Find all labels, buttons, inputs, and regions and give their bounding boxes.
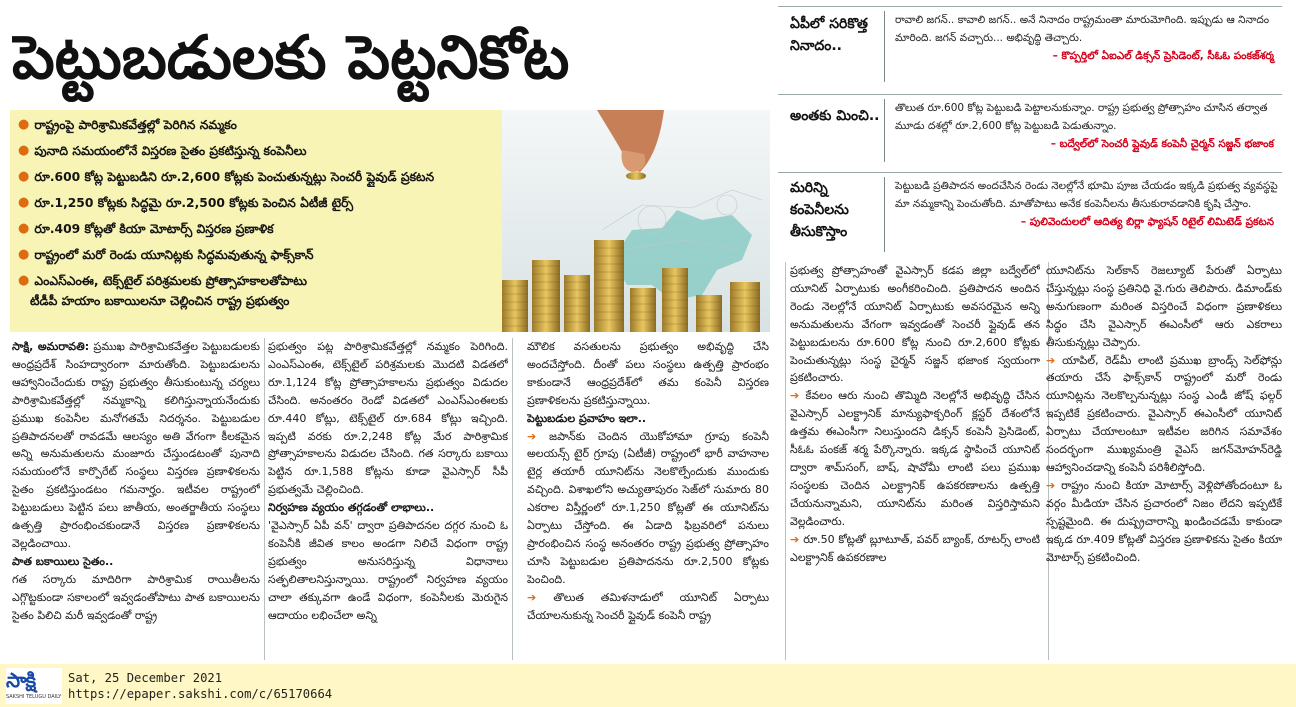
article-column-4: ప్రభుత్వ ప్రోత్సాహంతో వైఎస్సార్ కడప జిల్లా బద్వేల్‌లో యూనిట్ ఏర్పాటుకు అంగీకరించింది. ప్రతిపాదన అందిన రెండు నెలల్లోనే యూనిట్ ఏర్పాటుకు అవసరమైన అన్ని అనుమతులను వేగంగా ఇవ్వడంతో సెంచరీ ప్లైవుడ్ తన పెట్టుబడులను రూ.600 కోట్ల నుంచి రూ.2,600 కోట్లకు పెంచుతున్నట్లు సంస్థ చైర్మన్ సజ్జన్ భజాంక స్వయంగా ప్రకటించారు. ➔ కేవలం ఆరు నుంచి తొమ్మిది నెలల్లోనే అభివృద్ధి చేసిన వైఎస్సార్ ఎలక్ట్రానిక్ మాన్యుఫాక్చరింగ్ క్లస్టర్ దేశంలోనే ఉత్తమ ఈఎంసీగా నిలుస్తుందని డిక్సన్ కంపెనీ ప్రెసిడెంట్, సీఓఓ పంకజ్ శర్మ పేర్కొన్నారు. ఇక్కడ స్థాపించే యూనిట్ ద్వారా శామ్‌సంగ్, బాష్, షావోమీ లాంటి పలు ప్రముఖ సంస్థలకు చెందిన ఎలక్ట్రానిక్ ఉపకరణాలను ఉత్పత్తి చేయనున్నామని, యూనిట్‌ను మరింత విస్తరిస్తామని వెల్లడించారు. ➔ రూ.50 కోట్లతో బ్లూటూత్, పవర్ బ్యాంక్, రూటర్స్ లాంటి ఎలక్ట్రానిక్ ఉపకరణాల: [790, 264, 1040, 564]
arrow-bullet-icon: ➔: [790, 532, 804, 546]
highlight-item: ● రాష్ట్రంపై పారిశ్రామికవేత్తల్లో పెరిగిన నమ్మకం: [18, 118, 237, 132]
highlight-item: ● రూ.1,250 కోట్లకు సిద్ధమై రూ.2,500 కోట్లకు పెంచిన ఏటీజీ టైర్స్: [18, 196, 354, 210]
bullet-dot-icon: ●: [18, 274, 30, 288]
quote-body: రావాలి జగన్.. కావాలి జగన్.. అనే నినాదం రాష్ట్రమంతా మారుమోగింది. ఇప్పుడు ఆ నినాదం మారింది. జగన్ వచ్చారు... అభివృద్ధి తెచ్చారు. – కొప్పర్తిలో ఏఐఎల్ డిక్సన్ ప్రెసిడెంట్, సీఓఓ పంకజ్‌శర్మ: [895, 14, 1274, 62]
quote-label: మరిన్ని కంపెనీలను తీసుకొస్తాం: [790, 180, 849, 240]
highlight-item: ● ఎంఎస్ఎంఈ, టెక్స్‌టైల్ పరిశ్రమలకు ప్రోత్సాహకాలతోపాటు: [18, 274, 308, 288]
coin-hand-photo: [502, 110, 770, 332]
arrow-bullet-icon: ➔: [1046, 478, 1062, 492]
headline: పెట్టుబడులకు పెట్టనికోట: [12, 23, 570, 93]
epaper-link[interactable]: https://epaper.sakshi.com/c/65170664: [68, 687, 333, 701]
highlight-item: ● రాష్ట్రంలో మరో రెండు యూనిట్లకు సిద్ధమవుతున్న ఫాక్స్‌కాన్: [18, 248, 314, 262]
dateline: సాక్షి, అమరావతి:: [12, 340, 90, 353]
quotes-panel: [778, 6, 1282, 256]
quote-body: పెట్టుబడి ప్రతిపాదన అందచేసిన రెండు నెలల్లోనే భూమి పూజ చేయడం ఇక్కడి ప్రభుత్వ వ్యవస్థపై మా నమ్మకాన్ని పెంచుతోంది. మాతోపాటు అనేక కంపెనీలను తీసుకురావడానికి కృషి చేస్తాం. – పులివెందులలో ఆదిత్య బిర్లా ఫ్యాషన్ రిటైల్ లిమిటెడ్ ప్రకటన: [895, 180, 1278, 228]
column-divider: [264, 338, 265, 660]
edition-date: Sat, 25 December 2021: [68, 671, 223, 685]
arrow-bullet-icon: ➔: [790, 389, 806, 403]
coin-stacks-illustration: [502, 110, 770, 332]
bullet-dot-icon: ●: [18, 222, 30, 236]
article-column-2: ప్రభుత్వం పట్ల పారిశ్రామికవేత్తల్లో నమ్మకం పెరిగింది. ఎంఎస్ఎంఈ, టెక్స్‌టైల్ పరిశ్రమలకు మొదటి విడతలో రూ.1,124 కోట్ల ప్రోత్సాహకాలను ప్రభుత్వం విడుదల చేసింది. అనంతరం రెండో విడతలో ఎంఎస్ఎంఈలకు రూ.440 కోట్లు, టెక్స్‌టైల్ రూ.684 కోట్లు ఇచ్చింది. ఇప్పటి వరకు రూ.2,248 కోట్ల మేర పారిశ్రామిక ప్రోత్సాహకాలను విడుదల చేసింది. గత సర్కారు బకాయి పెట్టిన రూ.1,588 కోట్లను కూడా వైఎస్సార్ సీపీ ప్రభుత్వమే చెల్లించింది. నిర్వహణ వ్యయం తగ్గడంతో లాభాలు.. 'వైఎస్సార్ ఏపీ వన్' ద్వారా ప్రతిపాదనల దగ్గర నుంచి ఓ కంపెనీకి జీవిత కాలం అండగా నిలిచే విధంగా రాష్ట్ర ప్రభుత్వం అనుసరిస్తున్న విధానాలు సత్ఫలితాలనిస్తున్నాయి. రాష్ట్రంలో నిర్వహణ వ్యయం చాలా తక్కువగా ఉండే విధంగా, కంపెనీలకు మెరుగైన ఆదాయం లభించేలా అన్ని: [268, 340, 508, 622]
quote-label: అంతకు మించి..: [790, 108, 880, 124]
article-column-1: సాక్షి, అమరావతి: ప్రముఖ పారిశ్రామికవేత్తల పెట్టుబడులకు ఆంధ్రప్రదేశ్ సింహద్వారంగా మారుతోంది. పెట్టుబడులను ఆహ్వానించేందుకు రాష్ట్ర ప్రభుత్వం తీసుకుంటున్న చర్యలు పారిశ్రామికవేత్తల్లో నమ్మకాన్ని కలిగిస్తున్నాయనేందుకు ప్రముఖ కంపెనీల మనోగతమే నిదర్శనం. పెట్టుబడుల ప్రతిపాదనలతో రావడమే ఆలస్యం అతి వేగంగా కీలకమైన అన్ని అనుమతులను మంజూరు చేస్తుండటంతో పునాది సమయంలోనే కార్పొరేట్ సంస్థలు విస్తరణ ప్రణాళికలను సైతం ప్రకటిస్తుండటం గమనార్హం. ఇటీవల రాష్ట్రంలో పెట్టుబడులు పెట్టిన పలు జాతీయ, అంతర్జాతీయ సంస్థలు ఉత్పత్తి ప్రారంభించకుండానే విస్తరణ ప్రణాళికలను వెల్లడించాయి. పాత బకాయిలు సైతం.. గత సర్కారు మాదిరిగా పారిశ్రామిక రాయితీలను ఎగ్గొట్టకుండా సకాలంలో ఇవ్వడంతోపాటు పాత బకాయిలను సైతం పిలిచి మరీ ఇవ్వడంతో రాష్ట్ర: [12, 340, 260, 622]
sakshi-logo[interactable]: సాక్షి SAKSHI TELUGU DAILY: [6, 668, 62, 704]
subheading: పాత బకాయిలు సైతం..: [12, 554, 114, 568]
bullet-dot-icon: ●: [18, 118, 30, 132]
column-divider: [512, 338, 513, 660]
article-column-5: యూనిట్‌ను సెల్‌కాన్ రెజల్యూట్ పేరుతో ఏర్పాటు చేస్తున్నట్లు సంస్థ ప్రతినిధి వై.గురు తెలిపారు. డిమాండ్‌కు అనుగుణంగా మరింత విస్తరించే విధంగా ప్రణాళికలు సిద్ధం చేసి వైఎస్సార్ ఈఎంసీలో ఆరు ఎకరాలు తీసుకున్నట్లు చెప్పారు. ➔ యాపిల్, రెడ్‌మీ లాంటి ప్రముఖ బ్రాండ్స్ సెల్‌ఫోన్లు తయారు చేసే ఫాక్స్‌కాన్ రాష్ట్రంలో మరో రెండు యూనిట్లను నెలకొల్పనున్నట్లు సంస్థ ఎండీ జోష్ ఫల్గర్ ఇప్పటికే ప్రకటించారు. వైఎస్సార్ ఈఎంసీలో యూనిట్ ఏర్పాటు చేయాలంటూ ఇటీవల జరిగిన సమావేశం సందర్భంగా ముఖ్యమంత్రి వైఎస్ జగన్‌మోహన్‌రెడ్డి ఆహ్వానించడాన్ని కంపెనీ పరిశీలిస్తోంది. ➔ రాష్ట్రం నుంచి కియా మోటార్స్ వెళ్లిపోతోందంటూ ఓ వర్గం మీడియా చేసిన ప్రచారంలో నిజం లేదని ఇప్పటికే స్పష్టమైంది. ఈ దుష్ప్రచారాన్ని ఖండించడమే కాకుండా ఇక్కడ రూ.409 కోట్లతో విస్తరణ ప్రణాళికను సైతం కియా మోటార్స్ ప్రకటించింది.: [1046, 264, 1282, 564]
quote-label: ఏపీలో సరికొత్త నినాదం..: [790, 16, 868, 54]
column-divider: [785, 262, 786, 660]
bullet-dot-icon: ●: [18, 144, 30, 158]
quote-box: [778, 6, 1282, 86]
highlight-item-continued: టీడీపీ హయాం బకాయిలనూ చెల్లించిన రాష్ట్ర ప్రభుత్వం: [30, 294, 290, 308]
bullet-dot-icon: ●: [18, 196, 30, 210]
quote-box: [778, 172, 1282, 256]
arrow-bullet-icon: ➔: [527, 429, 550, 443]
bullet-dot-icon: ●: [18, 170, 30, 184]
highlight-item: ● పునాది సమయంలోనే విస్తరణ సైతం ప్రకటిస్తున్న కంపెనీలు: [18, 144, 307, 158]
article-column-3: మౌలిక వసతులను ప్రభుత్వం అభివృద్ధి చేసి అందచేస్తోంది. దీంతో పలు సంస్థలు ఉత్పత్తి ప్రారంభం కాకుండానే ఆంధ్రప్రదేశ్‌లో తమ కంపెనీ విస్తరణ ప్రణాళికలను ప్రకటిస్తున్నాయి. పెట్టుబడుల ప్రవాహం ఇలా.. ➔ జపాన్‌కు చెందిన యొకోహామా గ్రూపు కంపెనీ అలయన్స్ టైర్ గ్రూపు (ఏటీజీ) రాష్ట్రంలో భారీ వాహనాల టైర్ల తయారీ యూనిట్‌ను నెలకొల్పేందుకు ముందుకు వచ్చింది. విశాఖలోని అచ్యుతాపురం సెజ్‌లో సుమారు 80 ఎకరాల విస్తీర్ణంలో రూ.1,250 కోట్లతో ఈ యూనిట్‌ను ఏర్పాటు చేస్తోంది. ఈ ఏడాది ఫిబ్రవరిలో పనులు ప్రారంభించిన సంస్థ అనంతరం రాష్ట్ర ప్రభుత్వ ప్రోత్సాహం చూసి పెట్టుబడుల ప్రతిపాదనను రూ.2,500 కోట్లకు పెంచింది. ➔ తొలుత తమిళనాడులో యూనిట్ ఏర్పాటు చేయాలనుకున్న సెంచరీ ప్లైవుడ్ కంపెనీ రాష్ట్ర: [527, 340, 769, 622]
subheading: పెట్టుబడుల ప్రవాహం ఇలా..: [527, 411, 647, 425]
arrow-bullet-icon: ➔: [1046, 353, 1063, 367]
subheading: నిర్వహణ వ్యయం తగ్గడంతో లాభాలు..: [268, 501, 435, 515]
highlights-box: [10, 110, 502, 332]
bullet-dot-icon: ●: [18, 248, 30, 262]
highlight-item: ● రూ.600 కోట్ల పెట్టుబడిని రూ.2,600 కోట్లకు పెంచుతున్నట్లు సెంచరీ ప్లైవుడ్ ప్రకటన: [18, 170, 435, 184]
arrow-bullet-icon: ➔: [527, 590, 554, 604]
highlight-item: ● రూ.409 కోట్లతో కియా మోటార్స్ విస్తరణ ప్రణాళిక: [18, 222, 274, 236]
quote-box: [778, 94, 1282, 166]
quote-body: తొలుత రూ.600 కోట్ల పెట్టుబడి పెట్టాలనుకున్నాం. రాష్ట్ర ప్రభుత్వ ప్రోత్సాహం చూసిన తర్వాత మూడు దశల్లో రూ.2,600 కోట్ల పెట్టుబడి పెడుతున్నాం. – బద్వేల్‌లో సెంచరీ ప్లైవుడ్ కంపెనీ చైర్మన్ సజ్జన్ భజాంక: [895, 102, 1274, 150]
